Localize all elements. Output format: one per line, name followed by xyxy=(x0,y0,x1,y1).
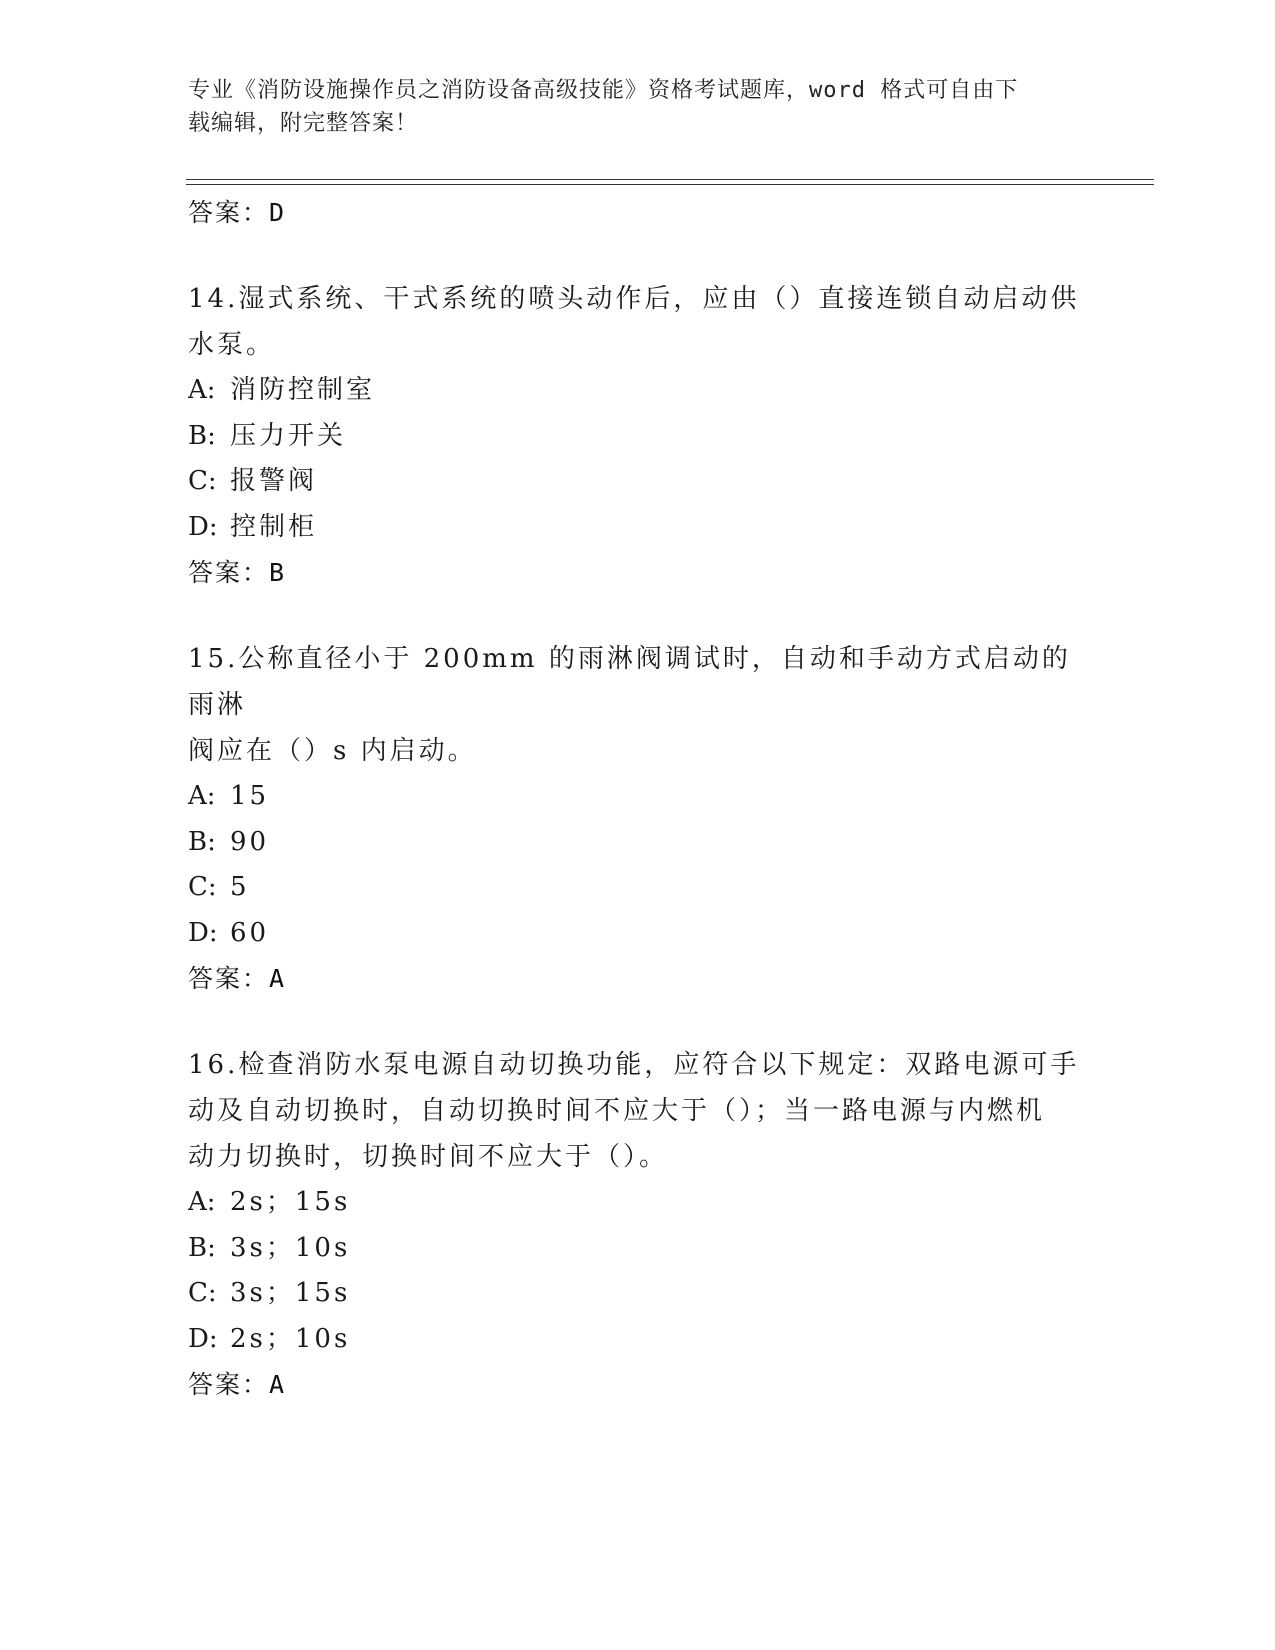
option-key: D: xyxy=(188,1323,218,1354)
question-answer xyxy=(188,956,1088,1002)
option-c xyxy=(188,1271,1088,1317)
document-body xyxy=(188,190,1088,1408)
option-text: 2s；10s xyxy=(230,1323,351,1354)
previous-answer xyxy=(188,190,1088,236)
option-c xyxy=(188,459,1088,505)
option-key: B: xyxy=(188,826,216,857)
document-header xyxy=(188,74,1068,140)
question-answer xyxy=(188,1362,1088,1408)
option-text: 2s；15s xyxy=(230,1187,351,1217)
header-divider-top xyxy=(186,179,1154,180)
option-c xyxy=(188,865,1088,911)
answer-label: 答案： xyxy=(188,198,270,227)
option-text: 报警阀 xyxy=(230,466,318,496)
question-stem xyxy=(188,1042,1088,1180)
option-b xyxy=(188,1226,1088,1272)
question-stem-line: 16.检查消防水泵电源自动切换功能，应符合以下规定：双路电源可手 xyxy=(188,1050,1080,1080)
option-a xyxy=(188,368,1088,414)
option-key: C: xyxy=(188,1278,217,1308)
answer-value: A xyxy=(269,964,286,993)
option-text: 5 xyxy=(230,872,250,902)
option-d xyxy=(188,1317,1088,1363)
option-text: 控制柜 xyxy=(230,511,318,542)
question-stem-line: 水泵。 xyxy=(188,330,276,360)
question-15 xyxy=(188,636,1088,1002)
answer-value: D xyxy=(269,198,286,227)
header-line-2: 载编辑，附完整答案！ xyxy=(188,111,419,136)
option-text: 3s；15s xyxy=(230,1278,351,1308)
answer-label: 答案： xyxy=(188,1370,270,1399)
option-text: 消防控制室 xyxy=(230,375,376,405)
option-key: A: xyxy=(188,375,216,405)
option-key: B: xyxy=(188,1232,216,1263)
option-a xyxy=(188,774,1088,820)
question-stem-line: 阀应在（）s 内启动。 xyxy=(188,736,477,766)
option-b xyxy=(188,820,1088,866)
question-stem-line: 14.湿式系统、干式系统的喷头动作后，应由（）直接连锁自动启动供 xyxy=(188,284,1080,314)
option-text: 90 xyxy=(230,826,270,857)
header-divider-bottom xyxy=(186,184,1154,185)
option-d xyxy=(188,505,1088,551)
question-14 xyxy=(188,276,1088,596)
option-key: C: xyxy=(188,872,217,902)
option-key: D: xyxy=(188,511,218,542)
option-text: 15 xyxy=(230,781,270,811)
question-answer xyxy=(188,550,1088,596)
question-16 xyxy=(188,1042,1088,1408)
option-text: 3s；10s xyxy=(230,1232,351,1263)
question-stem-line: 15.公称直径小于 200mm 的雨淋阀调试时，自动和手动方式启动的雨淋 xyxy=(188,644,1071,720)
answer-value: B xyxy=(269,558,286,587)
option-key: A: xyxy=(188,1187,216,1217)
option-text: 压力开关 xyxy=(230,420,347,451)
answer-label: 答案： xyxy=(188,558,270,587)
question-stem-line: 动力切换时，切换时间不应大于（）。 xyxy=(188,1142,669,1172)
question-stem xyxy=(188,636,1088,774)
header-line-1: 专业《消防设施操作员之消防设备高级技能》资格考试题库，word 格式可自由下 xyxy=(188,78,1019,103)
question-stem xyxy=(188,276,1088,368)
answer-value: A xyxy=(269,1370,286,1399)
option-d xyxy=(188,911,1088,957)
option-key: A: xyxy=(188,781,216,811)
option-a xyxy=(188,1180,1088,1226)
option-b xyxy=(188,414,1088,460)
option-key: D: xyxy=(188,917,218,948)
option-key: C: xyxy=(188,466,217,496)
answer-label: 答案： xyxy=(188,964,270,993)
option-text: 60 xyxy=(230,917,270,948)
question-stem-line: 动及自动切换时，自动切换时间不应大于（）；当一路电源与内燃机 xyxy=(188,1096,1046,1126)
option-key: B: xyxy=(188,420,216,451)
